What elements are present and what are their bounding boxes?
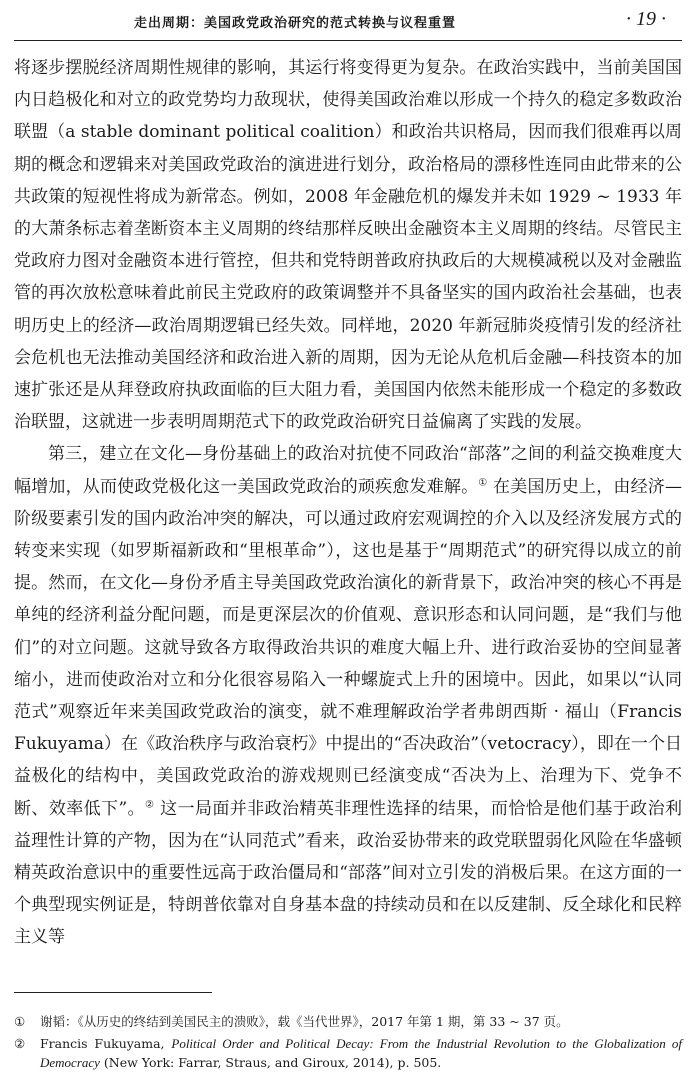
footnote-rule <box>14 992 212 993</box>
footnote-text: 谢韬：《从历史的终结到美国民主的溃败》，载《当代世界》，2017 年第 1 期，第 33 ~ 37 页。 <box>40 1014 569 1029</box>
header-rule <box>14 40 682 41</box>
footnote-ref-2[interactable]: ② <box>144 799 155 811</box>
footnotes <box>14 1012 682 1075</box>
footnote-publication: (New York: Farrar, Straus, and Giroux, 2014), p. 505. <box>99 1055 442 1070</box>
footnote-1 <box>14 1012 682 1031</box>
page-number: · 19 · <box>626 8 666 30</box>
footnote-book-title: Political Order and Political Decay: From the Industrial Revolution to the Globalization of Democracy <box>40 1036 682 1070</box>
page-header <box>0 0 696 46</box>
main-text <box>14 52 682 954</box>
footnote-2 <box>14 1034 682 1072</box>
footnote-text <box>40 1034 682 1072</box>
paragraph-2-part-a: 第三，建立在文化—身份基础上的政治对抗使不同政治“部落”之间的利益交换难度大幅增加，从而使政党极化这一美国政党政治的顽疾愈发难解。 <box>14 444 682 497</box>
footnote-mark: ② <box>14 1036 26 1051</box>
footnote-ref-1[interactable]: ① <box>478 476 488 488</box>
paragraph-2-part-b: 在美国历史上，由经济—阶级要素引发的国内政治冲突的解决，可以通过政府宏观调控的介入以及经济发展方式的转变来实现（如罗斯福新政和“里根革命”），这也是基于“周期范式”的研究得以成立的前提。然而，在文化—身份矛盾主导美国政党政治演化的新背景下，政治冲突的核心不再是单纯的经济利益分配问题，而是更深层次的价值观、意识形态和认同问题，是“我们与他们”的对立问题。这就导致各方取得政治共识的难度大幅上升、进行政治妥协的空间显著缩小，进而使政治对立和分化很容易陷入一种螺旋式上升的困境中。因此，如果以“认同范式”观察近年来美国政党政治的演变，就不难理解政治学者弗朗西斯 · 福山（Francis Fukuyama）在《政治秩序与政治衰朽》中提出的“否决政治”（vetocracy），即在一个日益极化的结构中，美国政党政治的游戏规则已经演变成“否决为上、治理为下、党争不断、效率低下”。 <box>14 476 683 819</box>
running-title: 走出周期：美国政党政治研究的范式转换与议程重置 <box>133 16 456 31</box>
paragraph-2-part-c: 这一局面并非政治精英非理性选择的结果，而恰恰是他们基于政治利益理性计算的产物，因为在“认同范式”看来，政治妥协带来的政党联盟弱化风险在华盛顿精英政治意识中的重要性远高于政治僵局和“部落”间对立引发的消极后果。在这方面的一个典型现实例证是，特朗普依靠对自身基本盘的持续动员和在以反建制、反全球化和民粹主义等 <box>14 798 682 948</box>
footnote-mark: ① <box>14 1014 26 1029</box>
footnote-author: Francis Fukuyama, <box>40 1036 172 1051</box>
paragraph-2 <box>14 438 682 953</box>
paragraph-1: 将逐步摆脱经济周期性规律的影响，其运行将变得更为复杂。在政治实践中，当前美国国内日趋极化和对立的政党势均力敌现状，使得美国政治难以形成一个持久的稳定多数政治联盟（a stable dominant political coalition）和政治共识格局，因而我们很难再以周期的概念和逻辑来对美国政党政治的演进进行划分，政治格局的漂移性连同由此带来的公共政策的短视性将成为新常态。例如，2008 年金融危机的爆发并未如 1929 ~ 1933 年的大萧条标志着垄断资本主义周期的终结那样反映出金融资本主义周期的终结。尽管民主党政府力图对金融资本进行管控，但共和党特朗普政府执政后的大规模减税以及对金融监管的再次放松意味着此前民主党政府的政策调整并不具备坚实的国内政治社会基础，也表明历史上的经济—政治周期逻辑已经失效。同样地，2020 年新冠肺炎疫情引发的经济社会危机也无法推动美国经济和政治进入新的周期，因为无论从危机后金融—科技资本的加速扩张还是从拜登政府执政面临的巨大阻力看，美国国内依然未能形成一个稳定的多数政治联盟，这就进一步表明周期范式下的政党政治研究日益偏离了实践的发展。 <box>14 58 682 433</box>
